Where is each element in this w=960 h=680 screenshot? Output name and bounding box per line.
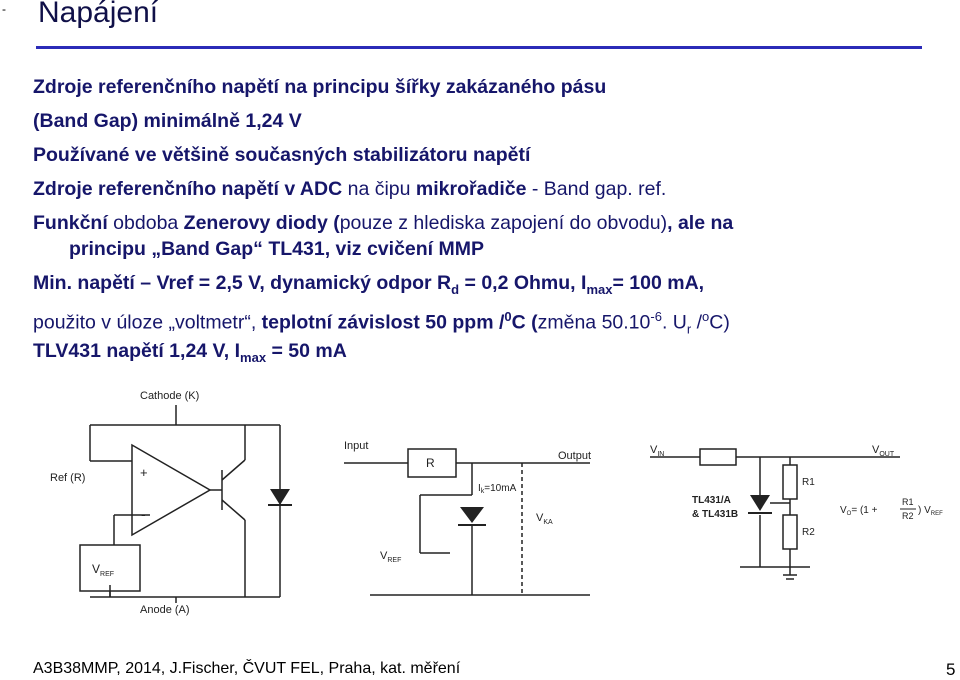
- svg-text:VREF: [92, 562, 114, 578]
- vin-v: V: [650, 444, 658, 456]
- bullet-line: [33, 304, 933, 338]
- svg-text:VKA: [536, 512, 553, 526]
- vka-v: V: [536, 512, 544, 524]
- text-run: Používané ve většině současných stabilizátoru napětí: [33, 144, 531, 166]
- diagram-tl431-internal: [40, 385, 340, 625]
- formula-ref: REF: [930, 511, 943, 517]
- slide-body: [33, 74, 933, 372]
- text-run: = 100 mA,: [612, 272, 705, 294]
- slide-title: Napájení: [38, 0, 159, 29]
- text-run: . U: [661, 311, 687, 334]
- text-run: použito v úloze „voltmetr“,: [33, 311, 262, 334]
- text-run: 0: [504, 309, 512, 324]
- svg-text:VIN: [650, 444, 664, 458]
- diagram-adjustable-reference: [640, 435, 950, 595]
- minus-sign: -: [141, 506, 146, 522]
- text-run: Zdroje referenčního napětí na principu šířky zakázaného pásu: [33, 76, 607, 98]
- formula-v: V: [840, 505, 847, 516]
- formula-den: R2: [902, 511, 914, 521]
- text-run: = 50 mA: [266, 340, 347, 362]
- text-run: C): [709, 311, 730, 334]
- ik-i: I: [478, 483, 481, 494]
- text-run: Min. napětí – Vref = 2,5 V, dynamický odpor R: [33, 272, 452, 294]
- bullet-line: [33, 270, 933, 304]
- text-run: C (: [511, 311, 538, 334]
- shunt-regulator-icon: [460, 507, 484, 523]
- text-run: principu „Band Gap“ TL431, viz cvičení MMP: [69, 238, 485, 260]
- text-run: Funkční: [33, 212, 108, 234]
- text-run: o: [702, 309, 710, 324]
- r1-label: R1: [802, 477, 815, 488]
- svg-text:Ik=10mA: [478, 483, 517, 495]
- bullet-line: [33, 142, 933, 176]
- vref2-sub: REF: [387, 557, 402, 564]
- corner-mark: -: [2, 2, 6, 16]
- vout-sub: OUT: [879, 451, 895, 458]
- page-number: 5: [946, 660, 956, 679]
- vref2-v: V: [380, 550, 388, 562]
- ref-label: Ref (R): [50, 472, 86, 484]
- text-run: Zenerovy diody (: [183, 212, 340, 234]
- diode-icon: [270, 489, 290, 505]
- ik-value: =10mA: [484, 483, 517, 494]
- vka-sub: KA: [543, 519, 553, 526]
- vin-sub: IN: [657, 451, 665, 458]
- text-run: mikrořadiče: [415, 178, 527, 200]
- output-label: Output: [558, 450, 592, 462]
- svg-text:VREF: [380, 550, 401, 564]
- text-run: max: [586, 281, 613, 297]
- part-label-1: TL431/A: [692, 495, 731, 506]
- text-run: -6: [650, 309, 662, 324]
- text-run: , ale na: [667, 212, 734, 234]
- part-label-2: & TL431B: [692, 509, 739, 520]
- bullet-line: [33, 236, 933, 270]
- cathode-label: Cathode (K): [140, 390, 200, 402]
- r-label: R: [426, 456, 435, 470]
- footer: A3B38MMP, 2014, J.Fischer, ČVUT FEL, Praha, kat. měření: [33, 660, 461, 677]
- svg-text:VO= (1 +: [840, 505, 878, 517]
- text-run: /: [691, 311, 703, 334]
- text-run: (Band Gap) minimálně 1,24 V: [33, 110, 302, 132]
- vref-sub: REF: [100, 571, 115, 578]
- text-run: max: [240, 349, 267, 365]
- ik-sub: k: [480, 488, 485, 495]
- bullet-line: [33, 74, 933, 108]
- text-run: Zdroje referenčního napětí v ADC: [33, 178, 348, 200]
- text-run: teplotní závislost 50 ppm /: [261, 311, 505, 334]
- text-run: d: [451, 281, 460, 297]
- formula-o: O: [846, 511, 852, 517]
- text-run: změna 50.10: [537, 311, 651, 334]
- title-rule: [36, 46, 922, 49]
- vout-v: V: [872, 444, 880, 456]
- bullet-line: [33, 176, 933, 210]
- bullet-line: [33, 338, 933, 372]
- formula-num: R1: [902, 497, 914, 507]
- input-label: Input: [344, 440, 369, 452]
- formula-right: ) V: [918, 505, 931, 516]
- text-run: pouze z hlediska zapojení do obvodu): [339, 212, 668, 234]
- anode-label: Anode (A): [140, 604, 190, 616]
- plus-sign: +: [140, 465, 148, 480]
- text-run: r: [686, 321, 692, 337]
- r2-label: R2: [802, 527, 815, 538]
- svg-text:VOUT: [872, 444, 895, 458]
- text-run: - Band gap. ref.: [526, 178, 667, 200]
- text-run: = 0,2 Ohmu, I: [459, 272, 587, 294]
- text-run: obdoba: [107, 212, 184, 234]
- formula-mid: = (1 +: [851, 505, 878, 516]
- svg-text:) VREF: [918, 505, 943, 517]
- text-run: na čipu: [347, 178, 416, 200]
- text-run: TLV431 napětí 1,24 V, I: [33, 340, 241, 362]
- vref-v: V: [92, 562, 101, 576]
- bullet-line: [33, 108, 933, 142]
- reference-diode-icon: [750, 495, 770, 511]
- diagram-shunt-regulator: [340, 435, 610, 620]
